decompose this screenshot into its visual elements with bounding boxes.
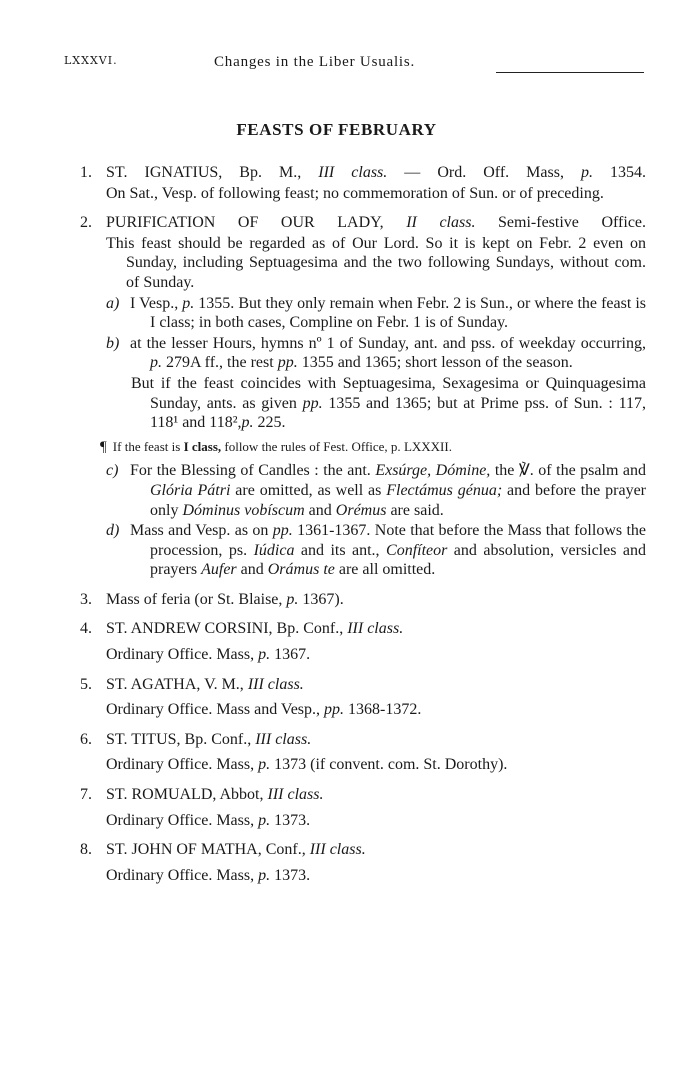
page-title: FEASTS OF FEBRUARY — [236, 120, 437, 139]
entry-heading: ST. AGATHA, V. M., III class. — [106, 675, 304, 693]
entry-number: 3. — [80, 590, 92, 608]
page-folio: LXXXVI. — [64, 54, 118, 67]
subsection-note: But if the feast coincides with Septuagesima, Sexagesima or Quinquagesima Sunday, ants. as given pp. 1355 and 1365; but at Prime pss. of Sun. : 117, 118¹ and 118²,p. 225. — [131, 374, 647, 432]
subsection-b — [106, 334, 646, 433]
feast-entry-5 — [80, 675, 646, 720]
subsection-text: Mass and Vesp. as on pp. 1361-1367. Note that before the Mass that follows the procession, ps. Iúdica and its ant., Confíteor and absolution, versicles and prayers Aufer and Orámus te are all omitted. — [130, 522, 647, 579]
feast-entry-7 — [80, 785, 646, 830]
entry-number: 1. — [80, 164, 92, 181]
feast-entry-2 — [80, 213, 646, 580]
entry-text: Ordinary Office. Mass, p. 1373. — [106, 866, 311, 884]
subsection-text: I Vesp., p. 1355. But they only remain when Febr. 2 is Sun., or where the feast is I class; in both cases, Compline on Febr. 1 is of Sunday. — [130, 294, 646, 332]
entry-text: Ordinary Office. Mass, p. 1373. — [106, 811, 311, 829]
header-rule — [496, 72, 644, 73]
entry-number: 2. — [80, 214, 92, 232]
entry-heading: ST. ANDREW CORSINI, Bp. Conf., III class. — [106, 620, 404, 638]
subsection-a — [106, 294, 646, 333]
entry-heading: PURIFICATION OF OUR LADY, II class. Semi-festive Office. — [106, 214, 647, 232]
entry-heading: Mass of feria (or St. Blaise, p. 1367). — [106, 590, 344, 608]
entry-text: Ordinary Office. Mass, p. 1367. — [106, 646, 311, 664]
running-title: Changes in the Liber Usualis. — [214, 54, 416, 70]
entry-number: 5. — [80, 675, 92, 693]
entry-text: Ordinary Office. Mass and Vesp., pp. 1368-1372. — [106, 701, 422, 719]
subsection-label: d) — [106, 522, 120, 540]
entry-heading: ST. TITUS, Bp. Conf., III class. — [106, 730, 312, 748]
entry-number: 6. — [80, 730, 92, 748]
entry-heading: ST. JOHN OF MATHA, Conf., III class. — [106, 841, 366, 859]
subsection-label: c) — [106, 462, 119, 480]
feast-entry-8 — [80, 840, 646, 885]
feast-entry-6 — [80, 730, 646, 775]
subsection-c — [106, 461, 646, 520]
entry-text: Ordinary Office. Mass, p. 1373 (if convent. com. St. Dorothy). — [106, 756, 508, 774]
feast-entry-1 — [80, 163, 646, 203]
subsection-text: at the lesser Hours, hymns nº 1 of Sunday, ant. and pss. of weekday occurring, p. 279A ff., the rest pp. 1355 and 1365; short lesson of the season. — [130, 334, 646, 372]
rubric-note: ¶ If the feast is I class, follow the rules of Fest. Office, p. LXXXII. — [100, 438, 452, 455]
running-header — [64, 54, 644, 76]
entry-number: 4. — [80, 620, 92, 638]
feast-entry-4 — [80, 619, 646, 664]
subsection-d — [106, 521, 646, 580]
entry-number: 8. — [80, 841, 92, 859]
pilcrow-icon: ¶ — [100, 438, 107, 455]
entry-text: On Sat., Vesp. of following feast; no commemoration of Sun. or of preceding. — [106, 184, 604, 202]
entry-intro: This feast should be regarded as of Our Lord. So it is kept on Febr. 2 even on Sunday, including Septuagesima and the two following Sundays, without com. of Sunday. — [106, 234, 646, 291]
subsection-label: a) — [106, 294, 120, 312]
feast-list — [80, 163, 646, 895]
feast-entry-3 — [80, 590, 646, 610]
entry-heading: ST. ROMUALD, Abbot, III class. — [106, 786, 324, 804]
entry-number: 7. — [80, 786, 92, 804]
subsection-text: For the Blessing of Candles : the ant. Exsúrge, Dómine, the ℣. of the psalm and Glória Pátri are omitted, as well as Flectámus génua; and before the prayer only Dóminus vobíscum and Orémus are said. — [130, 462, 647, 519]
entry-heading: ST. IGNATIUS, Bp. M., III class. — Ord. Off. Mass, p. 1354. — [106, 164, 647, 181]
subsection-label: b) — [106, 334, 120, 352]
